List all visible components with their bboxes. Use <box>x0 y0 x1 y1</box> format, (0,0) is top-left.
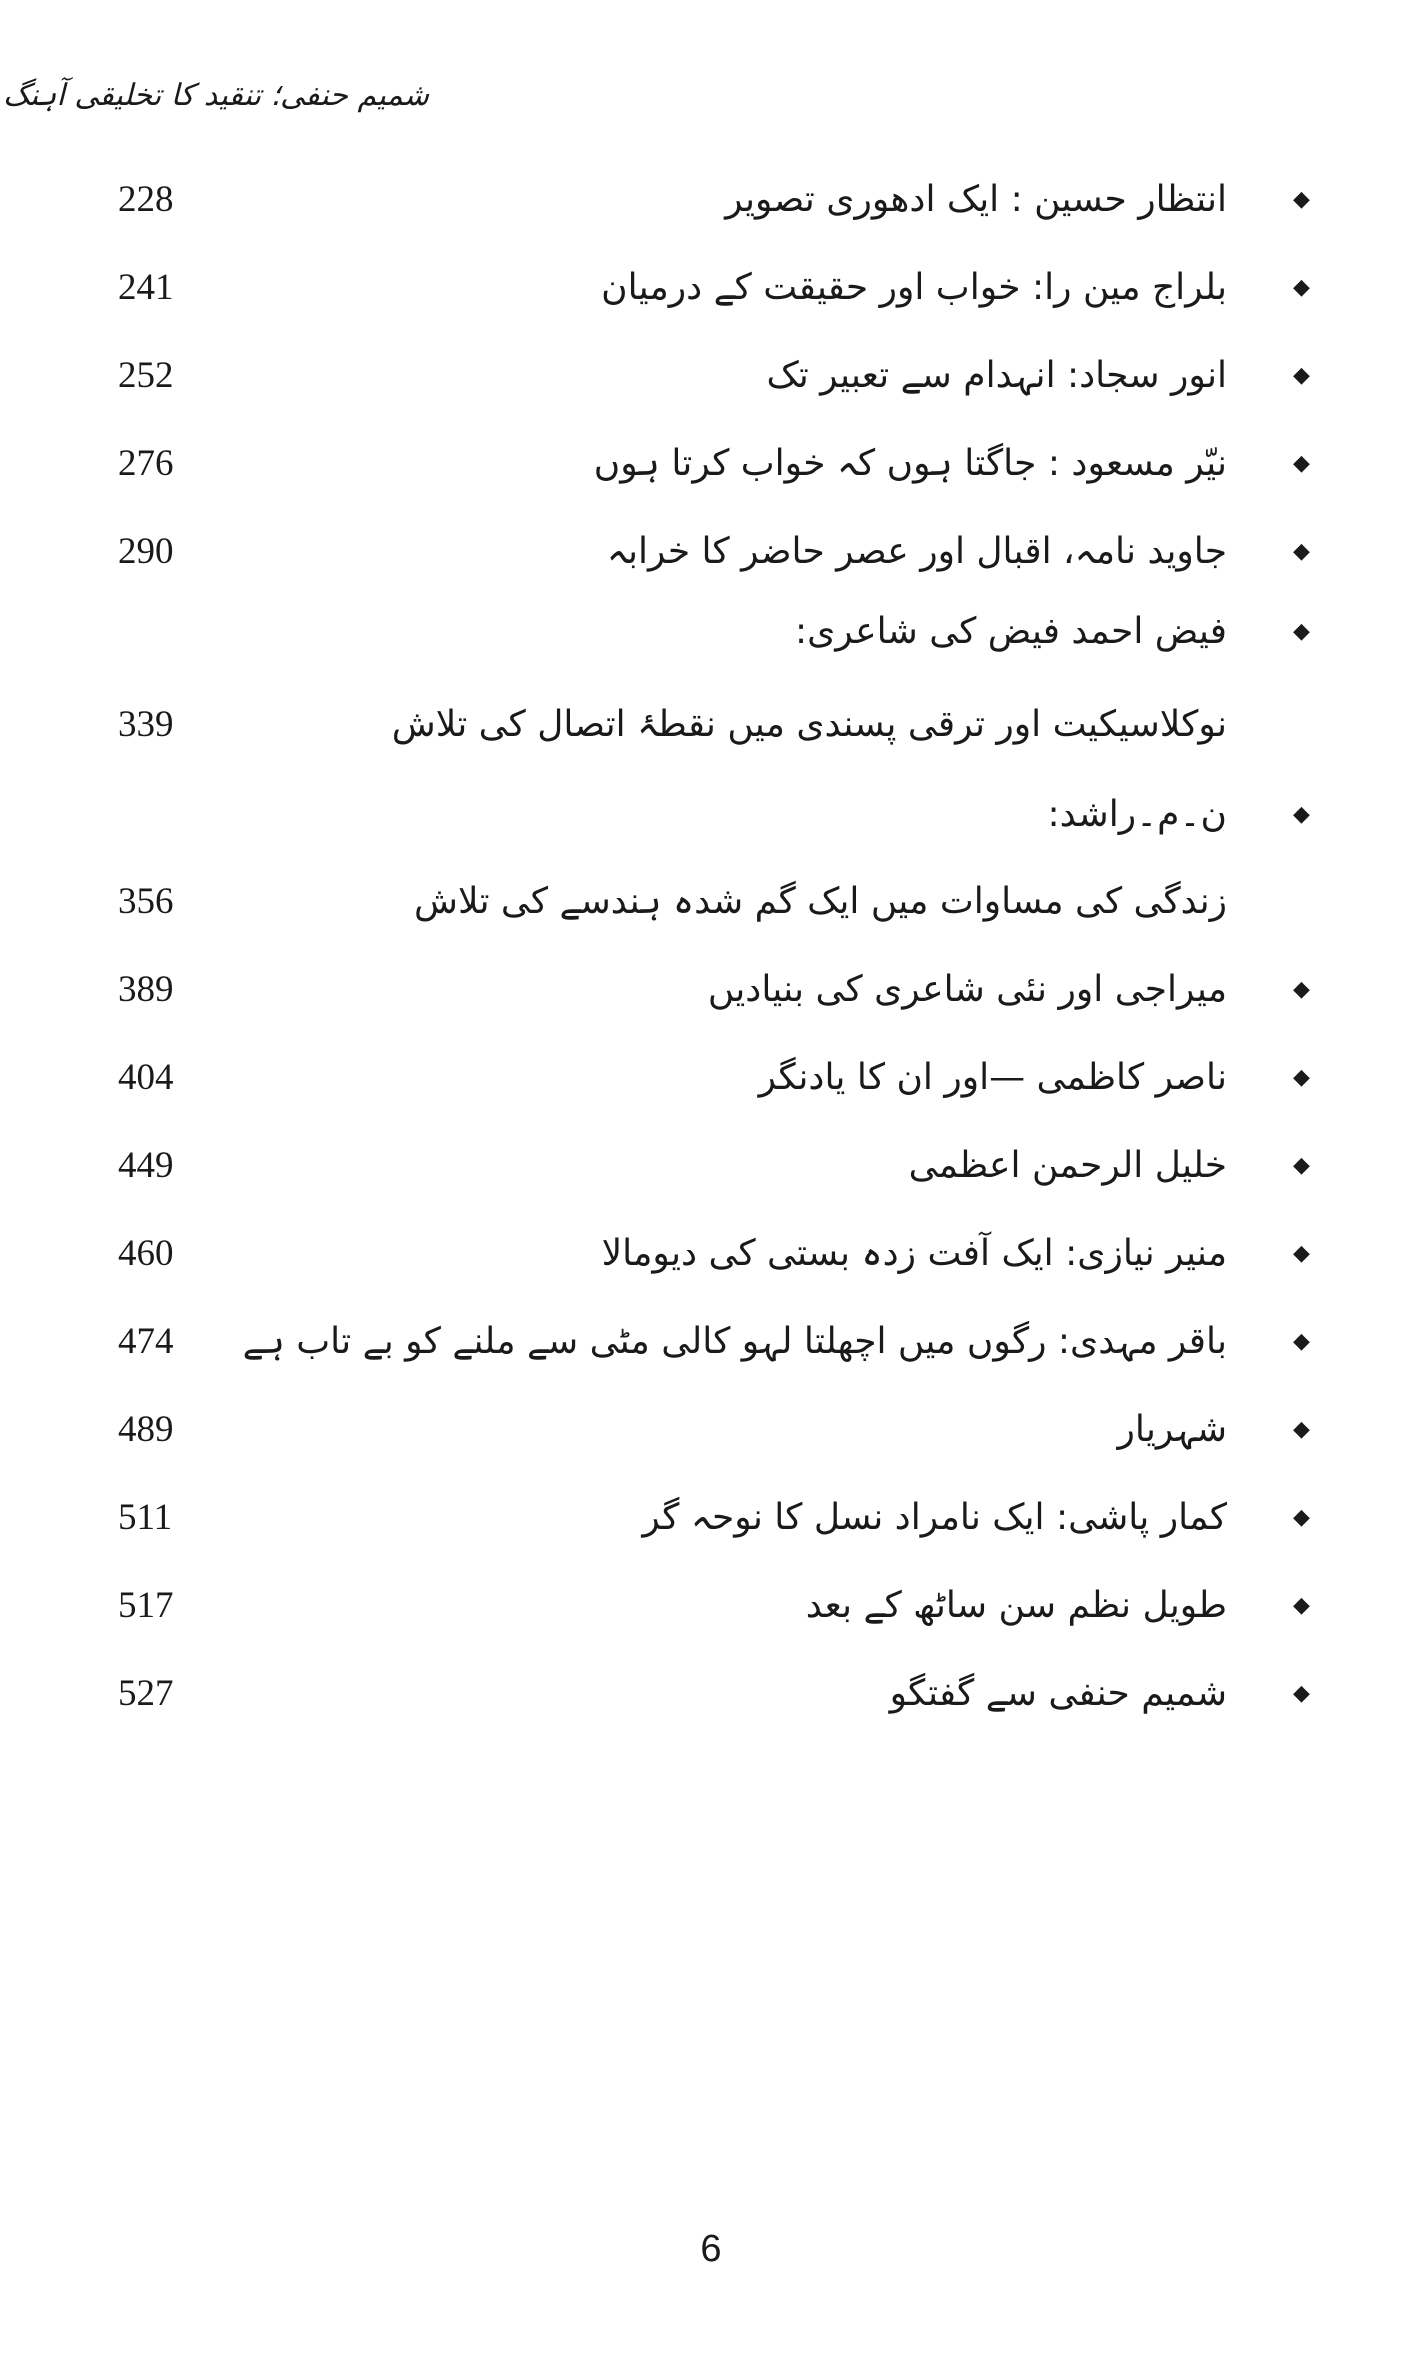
page-number: 6 <box>700 2228 722 2270</box>
bullet-icon: ◆ <box>1293 1153 1310 1178</box>
toc-page-number: 449 <box>118 1145 174 1186</box>
bullet-icon: ◆ <box>1293 1065 1310 1090</box>
toc-entry <box>0 1136 1422 1196</box>
toc-title: خلیل الرحمن اعظمی <box>908 1145 1227 1186</box>
toc-title: بلراج مین را: خواب اور حقیقت کے درمیان <box>601 267 1227 308</box>
bullet-icon: ◆ <box>1293 1681 1310 1706</box>
toc-entry <box>0 1488 1422 1548</box>
toc-entry <box>0 785 1422 845</box>
toc-page-number: 527 <box>118 1673 174 1714</box>
toc-page-number: 474 <box>118 1321 174 1362</box>
toc-entry <box>0 258 1422 318</box>
toc-title: نیّر مسعود : جاگتا ہوں کہ خواب کرتا ہوں <box>593 443 1227 484</box>
toc-title: شہریار <box>1117 1409 1227 1450</box>
toc-page-number: 517 <box>118 1585 174 1626</box>
toc-page-number: 339 <box>118 704 174 745</box>
toc-page-number: 404 <box>118 1057 174 1098</box>
toc-title: ن۔م۔راشد: <box>1047 794 1227 835</box>
bullet-icon: ◆ <box>1293 451 1310 476</box>
toc-entry <box>0 602 1422 662</box>
toc-title: شمیم حنفی سے گفتگو <box>889 1673 1227 1714</box>
toc-entry <box>0 346 1422 406</box>
bullet-icon: ◆ <box>1293 802 1310 827</box>
toc-entry <box>0 522 1422 582</box>
toc-title: فیض احمد فیض کی شاعری: <box>794 611 1227 652</box>
bullet-icon: ◆ <box>1293 363 1310 388</box>
toc-title: میراجی اور نئی شاعری کی بنیادیں <box>707 969 1227 1010</box>
bullet-icon: ◆ <box>1293 619 1310 644</box>
toc-entry-continuation <box>0 872 1422 932</box>
toc-page-number: 489 <box>118 1409 174 1450</box>
toc-title: ناصر کاظمی —اور ان کا یادنگر <box>758 1057 1227 1098</box>
toc-page-number: 241 <box>118 267 174 308</box>
toc-entry <box>0 434 1422 494</box>
bullet-icon: ◆ <box>1293 539 1310 564</box>
toc-title: طویل نظم سن ساٹھ کے بعد <box>805 1585 1227 1626</box>
toc-entry <box>0 1048 1422 1108</box>
toc-title: انور سجاد: انہدام سے تعبیر تک <box>766 355 1227 396</box>
toc-page-number: 511 <box>118 1497 173 1538</box>
toc-title: انتظار حسین : ایک ادھوری تصویر <box>725 179 1227 220</box>
toc-page-number: 276 <box>118 443 174 484</box>
toc-page-number: 290 <box>118 531 174 572</box>
bullet-icon: ◆ <box>1293 275 1310 300</box>
toc-subtitle: نوکلاسیکیت اور ترقی پسندی میں نقطۂ اتصال کی تلاش <box>391 704 1227 745</box>
bullet-icon: ◆ <box>1293 977 1310 1002</box>
toc-entry-continuation <box>0 695 1422 755</box>
running-header: شمیم حنفی؛ تنقید کا تخلیقی آہنگ <box>3 78 429 113</box>
toc-title: باقر مہدی: رگوں میں اچھلتا لہو کالی مٹی سے ملنے کو بے تاب ہے <box>242 1321 1227 1362</box>
bullet-icon: ◆ <box>1293 1329 1310 1354</box>
toc-entry <box>0 1664 1422 1724</box>
toc-page-number: 228 <box>118 179 174 220</box>
bullet-icon: ◆ <box>1293 1505 1310 1530</box>
toc-entry <box>0 1576 1422 1636</box>
toc-entry <box>0 1224 1422 1284</box>
toc-entry <box>0 960 1422 1020</box>
toc-title: منیر نیازی: ایک آفت زدہ بستی کی دیومالا <box>601 1233 1227 1274</box>
toc-title: جاوید نامہ، اقبال اور عصر حاضر کا خرابہ <box>606 531 1227 572</box>
toc-subtitle: زندگی کی مساوات میں ایک گم شدہ ہندسے کی تلاش <box>414 881 1227 922</box>
toc-page-number: 356 <box>118 881 174 922</box>
bullet-icon: ◆ <box>1293 1417 1310 1442</box>
toc-page-number: 389 <box>118 969 174 1010</box>
bullet-icon: ◆ <box>1293 1593 1310 1618</box>
toc-entry <box>0 170 1422 230</box>
toc-page-number: 460 <box>118 1233 174 1274</box>
toc-entry <box>0 1312 1422 1372</box>
bullet-icon: ◆ <box>1293 187 1310 212</box>
toc-page-number: 252 <box>118 355 174 396</box>
bullet-icon: ◆ <box>1293 1241 1310 1266</box>
toc-entry <box>0 1400 1422 1460</box>
toc-title: کمار پاشی: ایک نامراد نسل کا نوحہ گر <box>642 1497 1227 1538</box>
